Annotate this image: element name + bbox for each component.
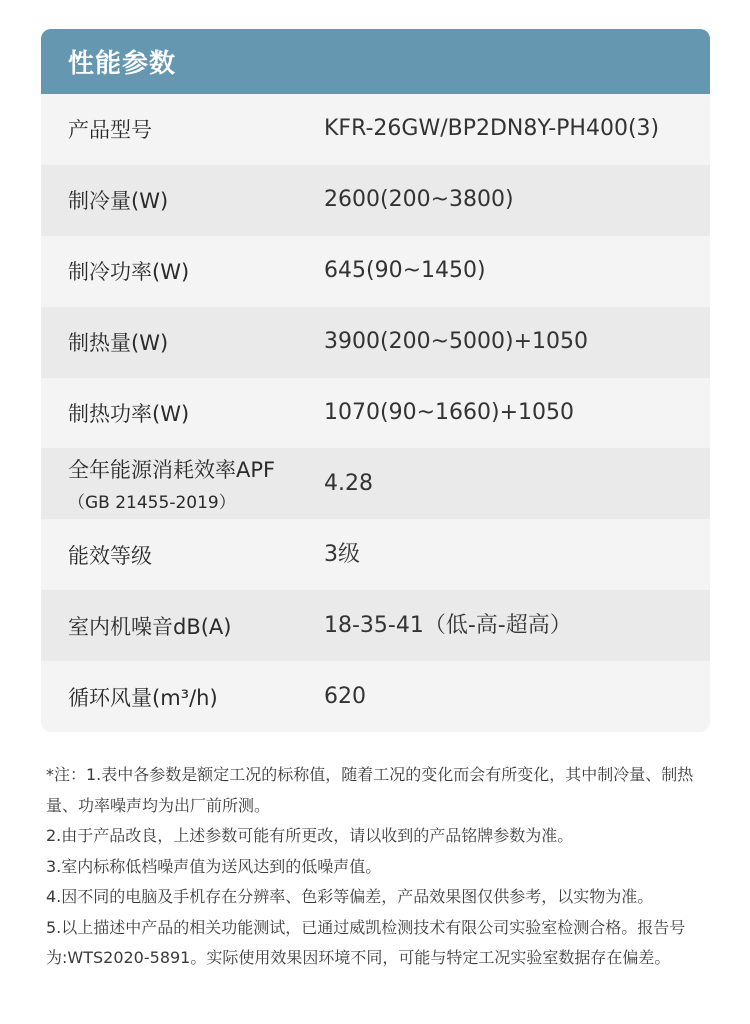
- footnote: 5.以上描述中产品的相关功能测试，已通过威凯检测技术有限公司实验室检测合格。报告号为:WTS2020-5891。实际使用效果因环境不同，可能与特定工况实验室数据存在偏差。: [46, 917, 686, 967]
- spec-row-heating-capacity: [41, 307, 710, 378]
- footnotes: [46, 760, 716, 974]
- spec-label: 能效等级: [68, 543, 152, 568]
- spec-row-apf: [41, 448, 710, 519]
- spec-value: 645(90~1450): [324, 258, 486, 284]
- footnote: *注：1.表中各参数是额定工况的标称值，随着工况的变化而会有所变化，其中制冷量、制热量、功率噪声均为出厂前所测。: [46, 765, 694, 815]
- spec-value: 3级: [324, 541, 360, 567]
- spec-label: 产品型号: [68, 118, 152, 143]
- spec-label: 室内机噪音dB(A): [68, 614, 232, 639]
- spec-row-cooling-capacity: [41, 165, 710, 236]
- spec-card: [41, 29, 710, 732]
- spec-label: 制冷功率(W): [68, 260, 190, 285]
- card-title: 性能参数: [41, 29, 710, 94]
- spec-row-airflow: [41, 661, 710, 732]
- spec-label-main: 全年能源消耗效率APF: [68, 458, 276, 483]
- spec-label: 制冷量(W): [68, 189, 169, 214]
- spec-row-model: [41, 94, 710, 165]
- spec-value: 1070(90~1660)+1050: [324, 400, 574, 425]
- footnote: 4.因不同的电脑及手机存在分辨率、色彩等偏差，产品效果图仅供参考，以实物为准。: [46, 887, 654, 906]
- spec-value: 18-35-41（低-高-超高）: [324, 612, 572, 638]
- spec-row-noise: [41, 590, 710, 661]
- spec-value: 2600(200~3800): [324, 187, 514, 213]
- footnote: 2.由于产品改良，上述参数可能有所更改，请以收到的产品铭牌参数为准。: [46, 826, 574, 845]
- spec-value: KFR-26GW/BP2DN8Y-PH400(3): [324, 116, 660, 142]
- spec-value: 620: [324, 683, 366, 709]
- spec-row-efficiency-grade: [41, 519, 710, 590]
- spec-label: 循环风量(m³/h): [68, 685, 218, 710]
- spec-label: 制热功率(W): [68, 402, 190, 426]
- spec-row-cooling-power: [41, 236, 710, 307]
- spec-row-heating-power: [41, 378, 710, 449]
- spec-label-sub: （GB 21455-2019）: [68, 493, 236, 514]
- spec-label: [41, 454, 324, 513]
- spec-value: 4.28: [324, 470, 373, 496]
- spec-label: 制热量(W): [68, 331, 169, 356]
- footnote: 3.室内标称低档噪声值为送风达到的低噪声值。: [46, 856, 382, 876]
- spec-value: 3900(200~5000)+1050: [324, 329, 588, 355]
